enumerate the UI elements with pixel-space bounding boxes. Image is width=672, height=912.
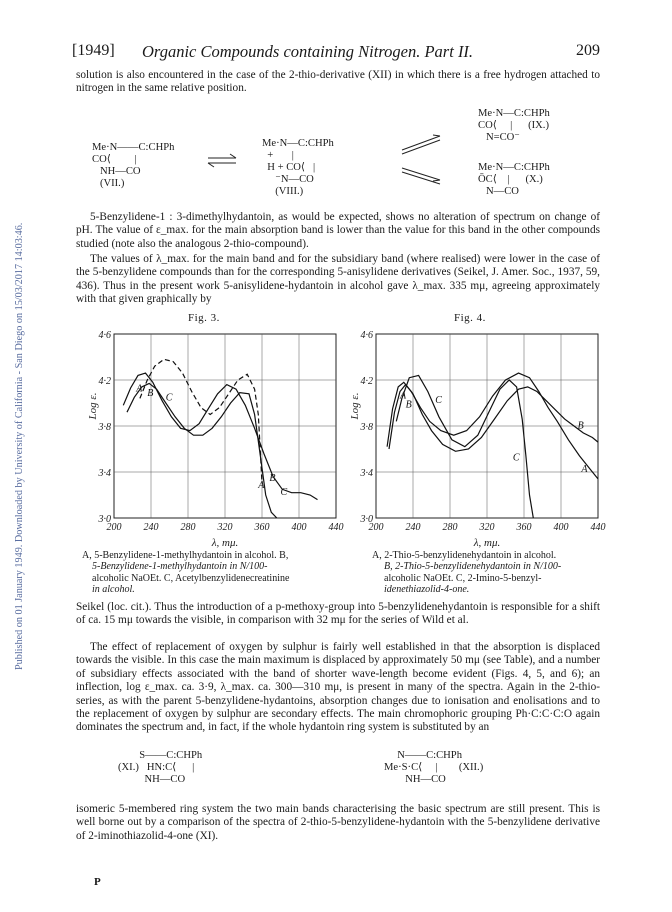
paragraph-isomeric: isomeric 5-membered ring system the two main bands characterising the basic spectrum are still present. This is well borne out by a comparison of the spectra of 2-thio-5-benzylidene-hydantoin with the 5-benzylidene derivative of 2-iminothiazolid-4-one (XI). xyxy=(76,803,600,842)
x-tick-label: 320 xyxy=(479,522,495,533)
series-line-b xyxy=(127,383,277,518)
x-tick-label: 400 xyxy=(291,522,307,533)
y-tick-label: 3·0 xyxy=(360,514,373,525)
structure-ix: Me·N—C:CHPh CO⟨ | (IX.) N=CO⁻ xyxy=(478,108,550,143)
structure-xi: S——C:CHPh (XI.) HN:C⟨ | NH—CO xyxy=(118,750,203,785)
y-tick-label: 3·0 xyxy=(98,514,111,525)
y-tick-label: 4·2 xyxy=(98,376,111,387)
chart-fig4 xyxy=(346,326,616,548)
x-tick-label: 240 xyxy=(405,522,421,533)
paragraph-lambda-text: The values of λ_max. for the main band and for the subsidiary band (where realised) were lower in the case of the 5-benzylidene compounds than for the corresponding 5-anisylidene derivatives (Seikel, J. Amer. Soc., 1937, 59, 436). Thus in the present work 5-anisylidene-hydantoin in alcohol gave λ_max. 335 mμ, agreeing approximately with that given graphically by xyxy=(76,253,600,306)
structure-x: Me·N—C:CHPh ŌC⟨ | (X.) N—CO xyxy=(478,162,550,197)
y-tick-label: 3·4 xyxy=(98,468,111,479)
paragraph-intro: solution is also encountered in the case of the 2-thio-derivative (XII) in which there is a free hydrogen attached to nitrogen in the same relative position. xyxy=(76,69,600,95)
paragraph-dimethyl xyxy=(76,211,600,251)
signature-mark: P xyxy=(94,876,101,888)
x-tick-label: 360 xyxy=(254,522,270,533)
x-tick-label: 200 xyxy=(368,522,384,533)
fig4-caption-line3: alcoholic NaOEt. C, 2-Imino-5-benzyl- xyxy=(384,572,542,584)
series-label-a: A xyxy=(400,390,407,402)
series-end-label-a: A xyxy=(258,480,265,492)
download-stamp-text: Published on 01 January 1949. Downloaded by University of California - San Diego on 15/03/2017 14:03:46. xyxy=(14,222,25,670)
paragraph-dimethyl-text: 5-Benzylidene-1 : 3-dimethylhydantoin, as would be expected, shows no alteration of spectrum on change of pH. The value of ε_max. for the main absorption band is lower than the value for this band in the other compounds studied (note also the analogous 2-thio-compound). xyxy=(76,211,600,250)
fig4-caption-line4: idenethiazolid-4-one. xyxy=(384,584,470,596)
equilibrium-arrows xyxy=(0,0,672,230)
fig4-caption xyxy=(372,550,612,596)
series-label-a: A xyxy=(136,383,143,395)
x-tick-label: 360 xyxy=(516,522,532,533)
series-label-b: B xyxy=(405,399,412,411)
fig3-caption-line2: 5-Benzylidene-1-methylhydantoin in N/100- xyxy=(92,561,268,573)
fig3-caption-line1: A, 5-Benzylidene-1-methylhydantoin in alcohol. B, xyxy=(82,550,289,561)
paragraph-lambda xyxy=(76,253,600,307)
y-tick-label: 3·8 xyxy=(98,422,111,433)
page-number: 209 xyxy=(576,42,600,59)
series-end-label-c: C xyxy=(280,487,288,498)
series-end-label-c: C xyxy=(512,452,520,464)
x-tick-label: 240 xyxy=(143,522,159,533)
y-tick-label: 3·4 xyxy=(360,468,373,479)
series-label-c: C xyxy=(435,395,442,406)
fig4-caption-line1: A, 2-Thio-5-benzylidenehydantoin in alcohol. xyxy=(372,550,557,561)
fig3-caption xyxy=(82,550,344,596)
series-line-c xyxy=(396,375,533,518)
y-tick-label: 4·6 xyxy=(360,330,373,341)
x-tick-label: 440 xyxy=(328,522,344,533)
y-tick-label: 4·6 xyxy=(98,330,111,341)
x-tick-label: 320 xyxy=(217,522,233,533)
y-tick-label: 4·2 xyxy=(360,376,373,387)
x-axis-title: λ, mμ. xyxy=(473,537,501,548)
chart-fig3 xyxy=(84,326,354,548)
x-tick-label: 280 xyxy=(180,522,196,533)
header-year: [1949] xyxy=(72,42,115,59)
x-tick-label: 200 xyxy=(106,522,122,533)
fig3-label: Fig. 3. xyxy=(188,312,220,324)
series-end-label-a: A xyxy=(581,464,588,475)
paragraph-sulphur-text: The effect of replacement of oxygen by sulphur is fairly well established in that the absorption is displaced towards the visible. In this case the main maximum is displaced by approximately 50 mμ (see Table), and a number of subsidiary effects associated with the band of shorter wave-length become evident (Figs. 4, 5, and 6); an inflection, log ε_max. ca. 3·9, λ_max. ca. 300—310 mμ, is present in many of the spectra. Again in the 2-thio-series, as with the parent 5-benzylidene-hydantoins, absorption changes due to ionisation and enolisations and to the replacement of oxygen by sulphur are secondary effects. The main chromophoric grouping Ph·C:C·C:O again dominates the spectrum and, in fact, if the whole hydantoin ring system is substituted by an xyxy=(76,641,600,734)
structure-viii: Me·N—C:CHPh + | H + CO⟨ | ⁻N—CO (VIII.) xyxy=(262,138,334,197)
x-tick-label: 440 xyxy=(590,522,606,533)
header-title: Organic Compounds containing Nitrogen. Part II. xyxy=(142,42,474,61)
fig4-caption-line2: B, 2-Thio-5-benzylidenehydantoin in N/100- xyxy=(384,561,562,573)
series-label-c: C xyxy=(165,392,173,404)
fig4-label: Fig. 4. xyxy=(454,312,486,324)
series-end-label-b: B xyxy=(577,420,584,432)
series-end-label-b: B xyxy=(269,473,276,485)
series-label-b: B xyxy=(147,388,154,400)
paragraph-sulphur xyxy=(76,641,600,735)
fig3-caption-line3: alcoholic NaOEt. C, Acetylbenzylidenecreatinine xyxy=(92,572,290,584)
x-tick-label: 400 xyxy=(553,522,569,533)
structure-vii: Me·N——C:CHPh CO⟨ | NH—CO (VII.) xyxy=(92,142,175,189)
structure-xii: N——C:CHPh Me·S·C⟨ | (XII.) NH—CO xyxy=(384,750,484,785)
x-tick-label: 280 xyxy=(442,522,458,533)
y-tick-label: 3·8 xyxy=(360,422,373,433)
y-axis-title: Log ε. xyxy=(87,392,99,420)
y-axis-title: Log ε. xyxy=(349,392,361,420)
fig3-caption-line4: in alcohol. xyxy=(92,584,135,596)
paragraph-seikel: Seikel (loc. cit.). Thus the introduction of a p-methoxy-group into 5-benzylidenehydantoin is responsible for a shift of ca. 15 mμ towards the visible, in comparison with 32 mμ for the series of Wild et al. xyxy=(76,601,600,627)
x-axis-title: λ, mμ. xyxy=(211,537,239,548)
